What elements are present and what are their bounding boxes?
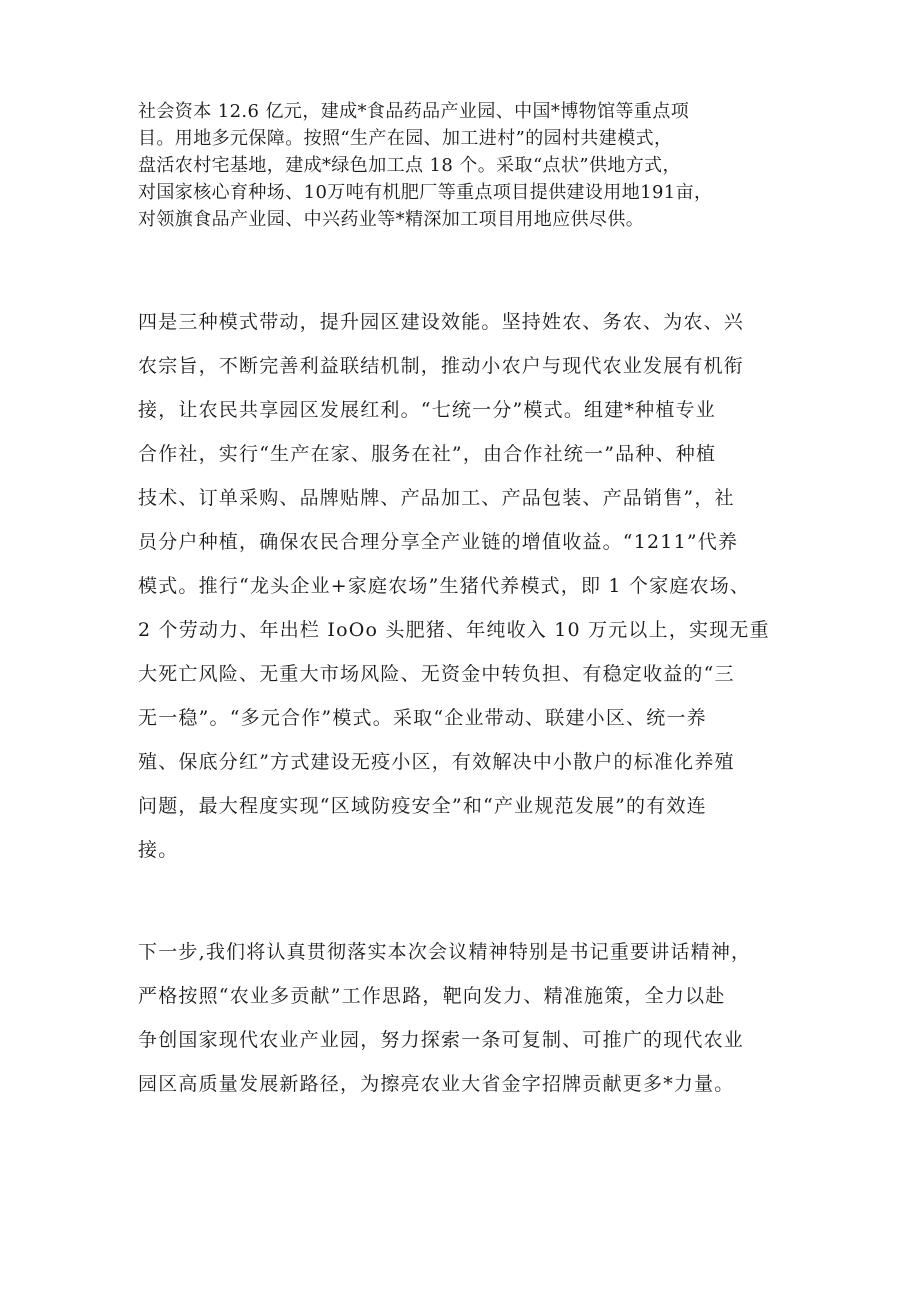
text-line: 无一稳”。“多元合作”模式。采取“企业带动、联建小区、统一养	[138, 707, 707, 729]
text-line: 严格按照“农业多贡献”工作思路，靶向发力、精准施策，全力以赴	[138, 985, 726, 1007]
text-line: 殖、保底分红”方式建设无疫小区，有效解决中小散户的标准化养殖	[138, 751, 735, 773]
text-line: 接，让农民共享园区发展红利。“七统一分”模式。组建*种植专业	[138, 399, 716, 421]
text-line: 问题，最大程度实现“区域防疫安全”和“产业规范发展”的有效连	[138, 795, 707, 817]
text-line: 园区高质量发展新路径，为擦亮农业大省金字招牌贡献更多*力量。	[138, 1073, 735, 1095]
text-line: 下一步,我们将认真贯彻落实本次会议精神特别是书记重要讲话精神，	[138, 941, 752, 963]
text-line: 四是三种模式带动，提升园区建设效能。坚持姓农、务农、为农、兴	[138, 311, 745, 333]
text-line: 农宗旨，不断完善利益联结机制，推动小农户与现代农业发展有机衔	[138, 355, 745, 377]
text-line: 模式。推行“龙头企业+家庭农场”生猪代养模式，即 1 个家庭农场、	[138, 575, 751, 597]
text-line: 对领旗食品产业园、中兴药业等*精深加工项目用地应供尽供。	[138, 209, 645, 230]
text-line: 2 个劳动力、年出栏 IoOo 头肥猪、年纯收入 10 万元以上，实现无重	[138, 619, 770, 641]
text-line: 员分户种植，确保农民合理分享全产业链的增值收益。“1211”代养	[138, 531, 739, 553]
text-line: 对国家核心育种场、10万吨有机肥厂等重点项目提供建设用地191亩，	[138, 182, 713, 203]
text-line: 接。	[138, 839, 179, 861]
text-line: 社会资本 12.6 亿元，建成*食品药品产业园、中国*博物馆等重点项	[138, 101, 690, 122]
text-line: 目。用地多元保障。按照“生产在园、加工进村”的园村共建模式，	[138, 128, 673, 149]
text-line: 争创国家现代农业产业园，努力探索一条可复制、可推广的现代农业	[138, 1029, 745, 1051]
text-line: 合作社，实行“生产在家、服务在社”，由合作社统一”品种、种植	[138, 443, 717, 465]
text-line: 大死亡风险、无重大市场风险、无资金中转负担、有稳定收益的“三	[138, 663, 735, 685]
text-line: 盘活农村宅基地，建成*绿色加工点 18 个。采取“点状”供地方式，	[138, 155, 681, 176]
text-line: 技术、订单采购、品牌贴牌、产品加工、产品包装、产品销售”，社	[138, 487, 735, 509]
